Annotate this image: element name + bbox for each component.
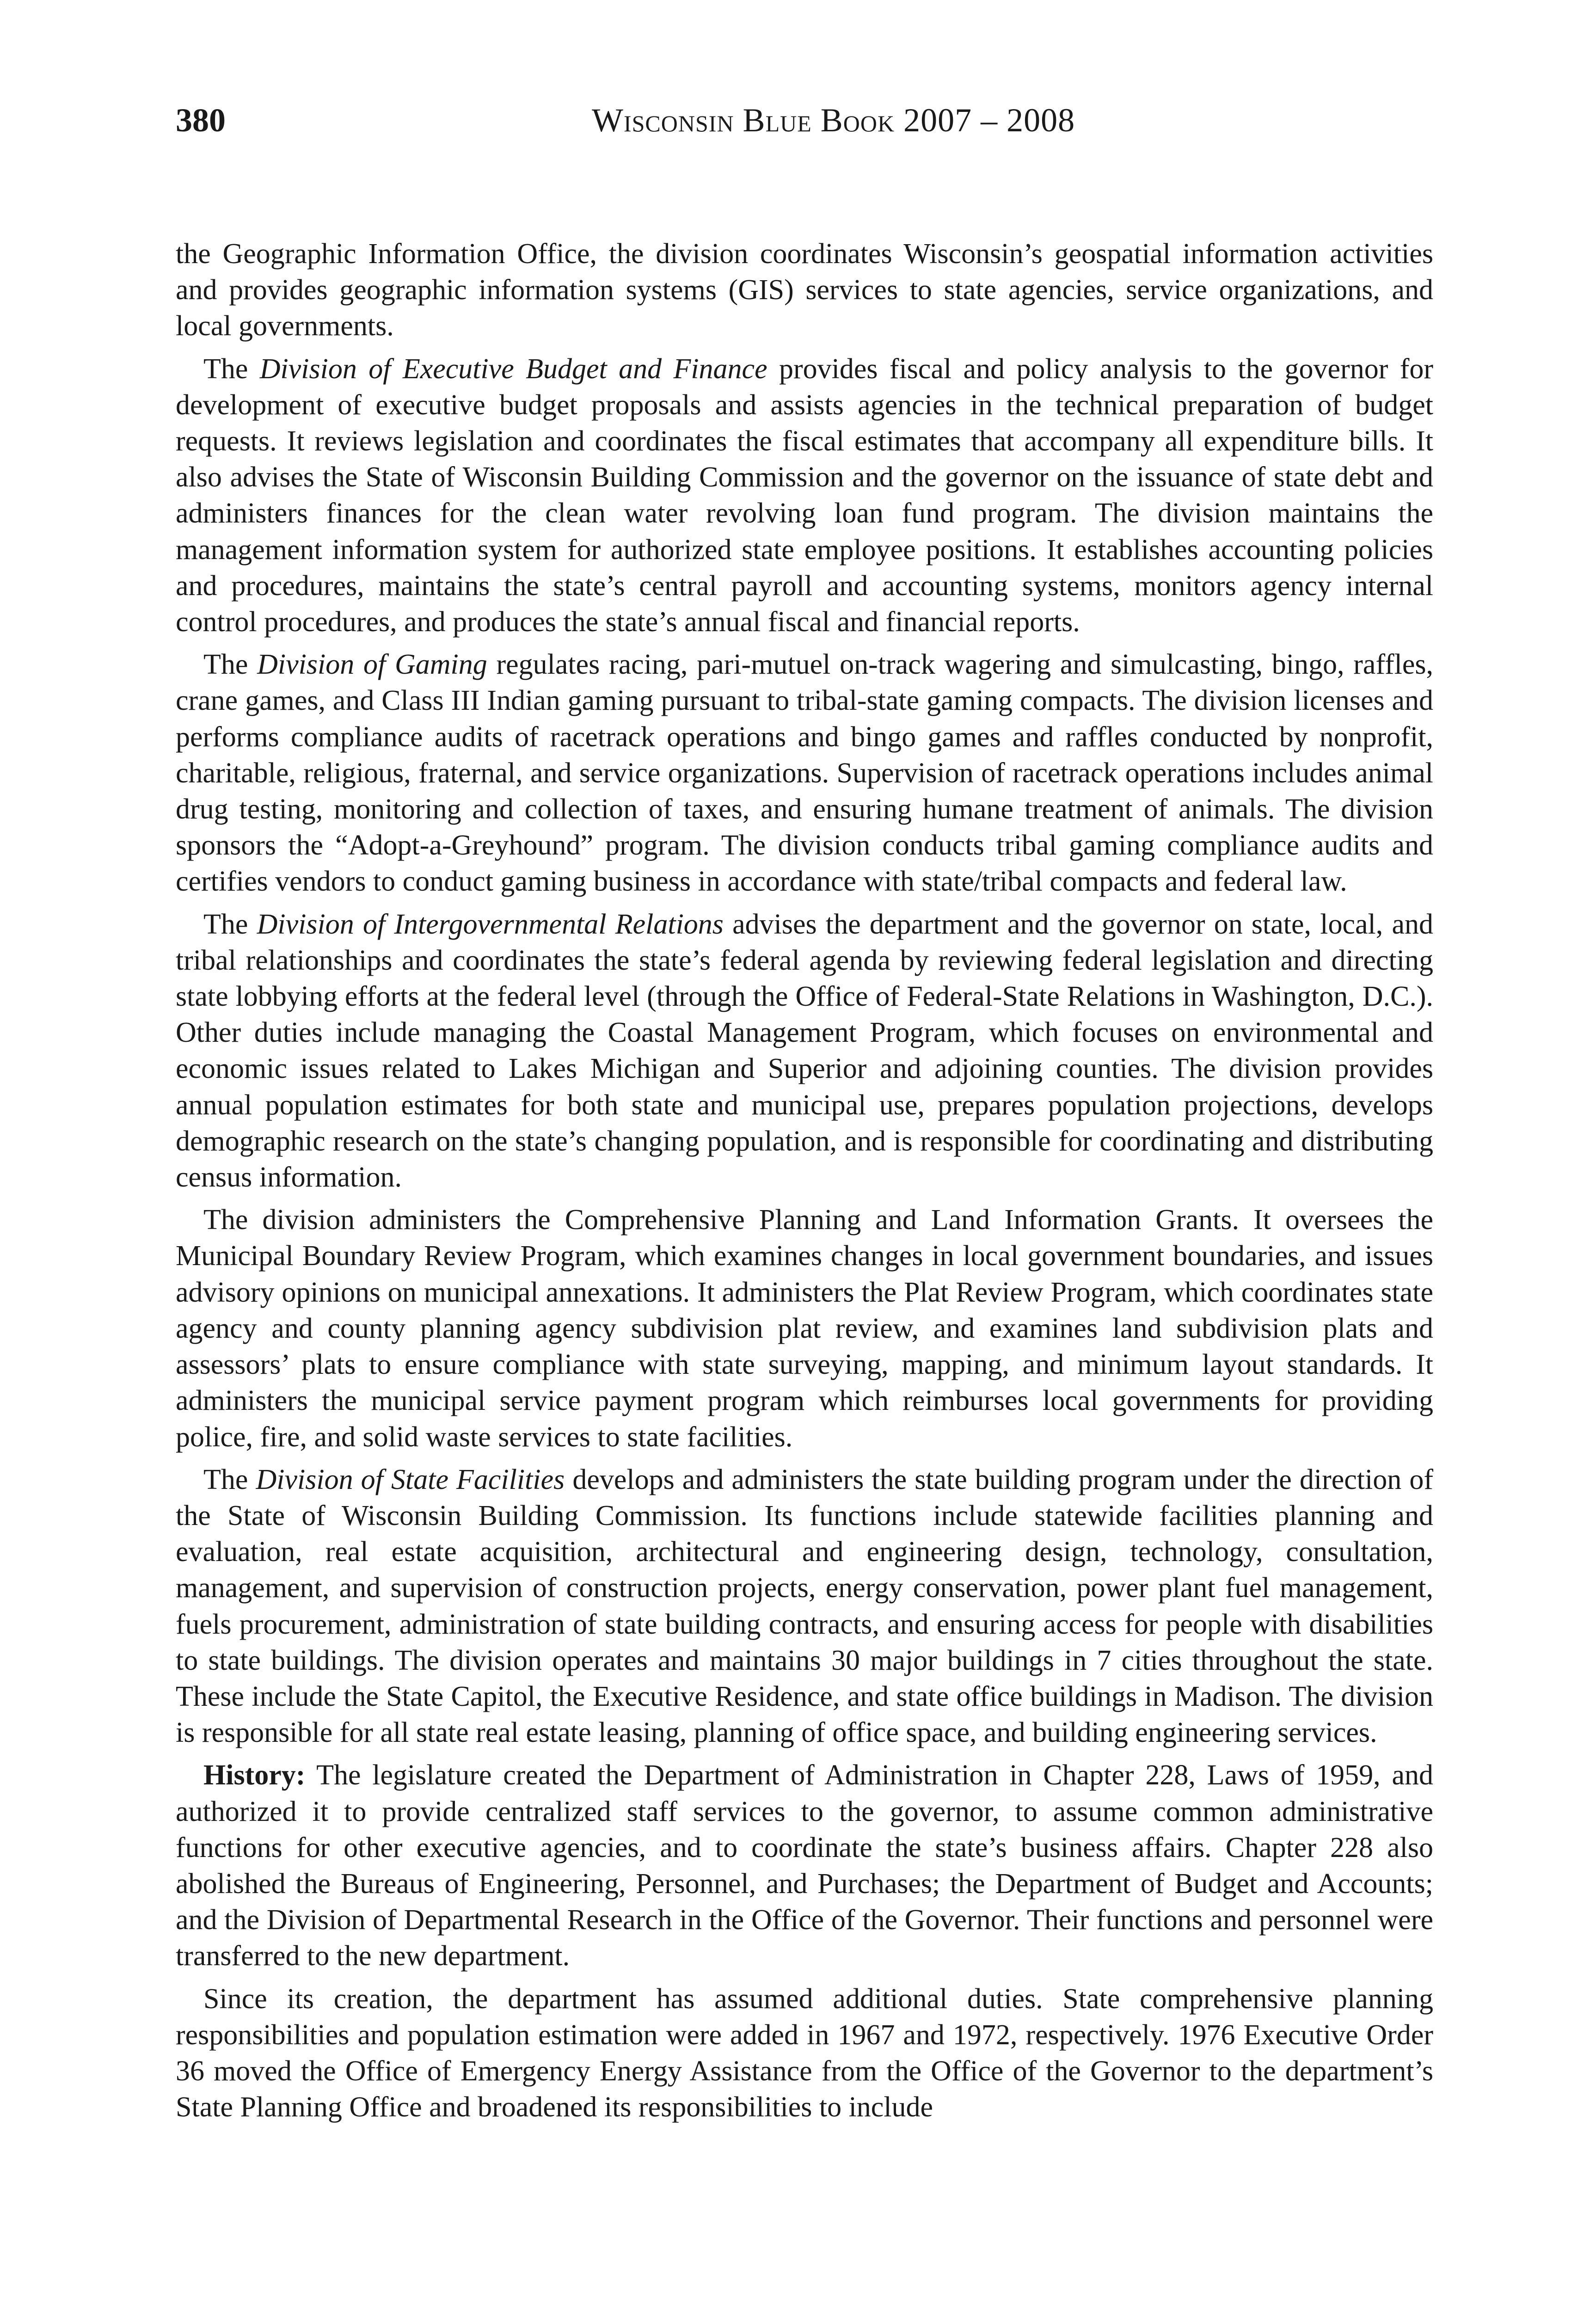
paragraph-intergovernmental-relations — [176, 906, 1433, 1196]
history-heading: History: — [203, 1759, 306, 1791]
paragraph-lead: The — [203, 649, 258, 681]
division-name: Division of State Facilities — [256, 1463, 565, 1495]
paragraph-history — [176, 1757, 1433, 1974]
book-title: Wisconsin Blue Book 2007 – 2008 — [592, 102, 1075, 139]
page-number: 380 — [176, 102, 226, 139]
paragraph-text: develops and administers the state building program under the direction of the State of Wisconsin Building Commission. Its functions include statewide facilities planning and evaluation, real estate acquisition, architectural and engineering design, technology, consultation, management, and supervision of construction projects, energy conservation, power plant fuel management, fuels procurement, administration of state building contracts, and ensuring access for people with disabilities to state buildings. The division operates and maintains 30 major buildings in 7 cities throughout the state. These include the State Capitol, the Executive Residence, and state office buildings in Madison. The division is responsible for all state real estate leasing, planning of office space, and building engineering services. — [176, 1463, 1433, 1749]
paragraph-additional-duties — [176, 1981, 1433, 2126]
division-name: Division of Gaming — [257, 649, 487, 681]
paragraph-planning-grants — [176, 1202, 1433, 1455]
division-name: Division of Intergovernmental Relations — [257, 908, 724, 940]
paragraph-text: The legislature created the Department of Administration in Chapter 228, Laws of 1959, and authorized it to provide centralized staff services to the governor, to assume common administrative functions for other executive agencies, and to coordinate the state’s business affairs. Chapter 228 also abolished the Bureaus of Engineering, Personnel, and Purchases; the Department of Budget and Accounts; and the Division of Departmental Research in the Office of the Governor. Their functions and personnel were transferred to the new department. — [176, 1759, 1433, 1972]
paragraph-text: the Geographic Information Office, the division coordinates Wisconsin’s geospatial information activities and provides geographic information systems (GIS) services to state agencies, service organizations, and local governments. — [176, 238, 1433, 342]
paragraph-text: The division administers the Comprehensive Planning and Land Information Grants. It oversees the Municipal Boundary Review Program, which examines changes in local government boundaries, and issues advisory opinions on municipal annexations. It administers the Plat Review Program, which coordinates state agency and county planning agency subdivision plat review, and examines land subdivision plats and assessors’ plats to ensure compliance with state surveying, mapping, and minimum layout standards. It administers the municipal service payment program which reimburses local governments for providing police, fire, and solid waste services to state facilities. — [176, 1204, 1433, 1453]
paragraph-text: provides fiscal and policy analysis to the governor for development of executive budget proposals and assists agencies in the technical preparation of budget requests. It reviews legislation and coordinates the fiscal estimates that accompany all expenditure bills. It also advises the State of Wisconsin Building Commission and the governor on the issuance of state debt and administers finances for the clean water revolving loan fund program. The division maintains the management information system for authorized state employee positions. It establishes accounting policies and procedures, maintains the state’s central payroll and accounting systems, monitors agency internal control procedures, and produces the state’s annual fiscal and financial reports. — [176, 353, 1434, 638]
paragraph-text: Since its creation, the department has assumed additional duties. State comprehensive planning responsibilities and population estimation were added in 1967 and 1972, respectively. 1976 Executive Order 36 moved the Office of Emergency Energy Assistance from the Office of the Governor to the department’s State Planning Office and broadened its responsibilities to include — [176, 1983, 1433, 2123]
paragraph-state-facilities — [176, 1462, 1433, 1751]
paragraph-gaming — [176, 646, 1433, 899]
paragraph-lead: The — [203, 908, 257, 940]
paragraph-geographic-information — [176, 236, 1433, 344]
division-name: Division of Executive Budget and Finance — [259, 353, 767, 385]
paragraph-text: advises the department and the governor on state, local, and tribal relationships and coordinates the state’s federal agenda by reviewing federal legislation and directing state lobbying efforts at the federal level (through the Office of Federal-State Relations in Washington, D.C.). Other duties include managing the Coastal Management Program, which focuses on environmental and economic issues related to Lakes Michigan and Superior and adjoining counties. The division provides annual population estimates for both state and municipal use, prepares population projections, develops demographic research on the state’s changing population, and is responsible for coordinating and distributing census information. — [176, 908, 1433, 1193]
paragraph-executive-budget-finance — [176, 351, 1433, 640]
paragraph-text: regulates racing, pari-mutuel on-track wagering and simulcasting, bingo, raffles, crane games, and Class III Indian gaming pursuant to tribal-state gaming compacts. The division licenses and performs compliance audits of racetrack operations and bingo games and raffles conducted by nonprofit, charitable, religious, fraternal, and service organizations. Supervision of racetrack operations includes animal drug testing, monitoring and collection of taxes, and ensuring humane treatment of animals. The division sponsors the “Adopt-a-Greyhound” program. The division conducts tribal gaming compliance audits and certifies vendors to conduct gaming business in accordance with state/tribal compacts and federal law. — [176, 649, 1433, 898]
body-text — [176, 236, 1433, 2132]
paragraph-lead: The — [203, 1463, 256, 1495]
paragraph-lead: The — [203, 353, 260, 385]
running-head — [176, 95, 1433, 146]
